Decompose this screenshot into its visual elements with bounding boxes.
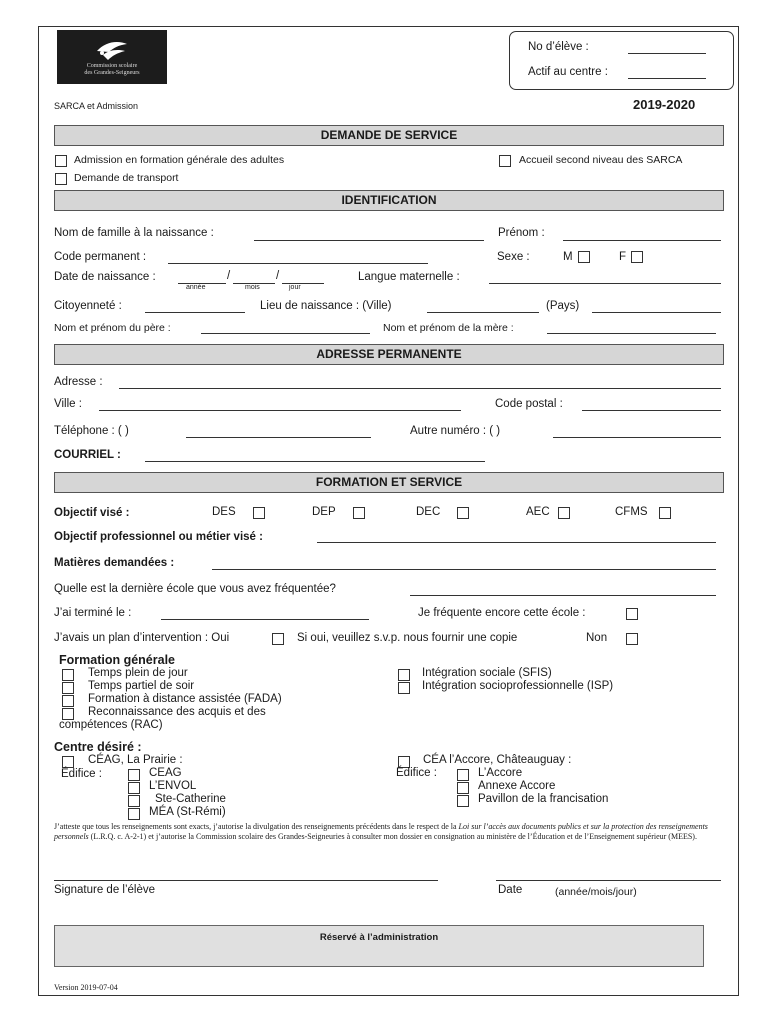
dec-checkbox[interactable] xyxy=(457,507,469,519)
langue-label: Langue maternelle : xyxy=(358,271,460,283)
dec-label: DEC xyxy=(416,506,441,518)
accore-checkbox[interactable] xyxy=(457,769,469,781)
pays-label: (Pays) xyxy=(546,300,580,312)
fg3-checkbox[interactable] xyxy=(62,695,74,707)
mere-field[interactable] xyxy=(547,333,716,334)
centre-title: Centre désiré : xyxy=(54,740,142,754)
sexe-f-label: F xyxy=(619,251,627,263)
citoyennete-label: Citoyenneté : xyxy=(54,300,122,312)
envol-label: L’ENVOL xyxy=(149,780,197,792)
mois-hint: mois xyxy=(245,284,260,291)
ceag-label: CÉAG, La Prairie : xyxy=(88,754,183,766)
ste-catherine-label: Ste-Catherine xyxy=(155,793,226,805)
plan-label: J’avais un plan d’intervention : Oui xyxy=(54,632,230,644)
ste-catherine-checkbox[interactable] xyxy=(128,795,140,807)
nom-famille-field[interactable] xyxy=(254,240,484,241)
edifice2-label: Édifice : xyxy=(396,767,437,779)
section-adresse: ADRESSE PERMANENTE xyxy=(54,344,724,365)
student-id-box xyxy=(509,31,734,90)
aec-checkbox[interactable] xyxy=(558,507,570,519)
legal-attestation xyxy=(54,822,726,842)
cea-accore-label: CÉA l’Accore, Châteauguay : xyxy=(423,754,572,766)
termine-label: J’ai terminé le : xyxy=(54,607,132,619)
plan-non-checkbox[interactable] xyxy=(626,633,638,645)
section-identification: IDENTIFICATION xyxy=(54,190,724,211)
date-signature-label: Date xyxy=(498,884,523,896)
plan-si-oui-label: Si oui, veuillez s.v.p. nous fournir une copie xyxy=(297,632,518,644)
edifice-label: Édifice : xyxy=(61,768,102,780)
admission-fga-checkbox[interactable] xyxy=(55,155,67,167)
date-format-hint: (année/mois/jour) xyxy=(555,886,637,898)
ceag-edifice-label: CEAG xyxy=(149,767,182,779)
ceag-edifice-checkbox[interactable] xyxy=(128,769,140,781)
logo-line-2: des Grandes-Seigneurs xyxy=(84,70,140,76)
section-formation: FORMATION ET SERVICE xyxy=(54,472,724,493)
francisation-label: Pavillon de la francisation xyxy=(478,793,609,805)
code-postal-field[interactable] xyxy=(582,410,721,411)
prenom-label: Prénom : xyxy=(498,227,545,239)
no-eleve-field[interactable] xyxy=(628,53,706,54)
dep-label: DEP xyxy=(312,506,336,518)
sexe-m-label: M xyxy=(563,251,573,263)
fg2-checkbox[interactable] xyxy=(62,682,74,694)
section-demande-service: DEMANDE DE SERVICE xyxy=(54,125,724,146)
autre-numero-label: Autre numéro : ( ) xyxy=(410,425,501,437)
code-permanent-field[interactable] xyxy=(168,263,428,264)
admin-label: Réservé à l’administration xyxy=(319,932,439,943)
fg2-label: Temps partiel de soir xyxy=(88,680,195,692)
telephone-label: Téléphone : ( ) xyxy=(54,425,129,437)
code-permanent-label: Code permanent : xyxy=(54,251,147,263)
actif-centre-field[interactable] xyxy=(628,78,706,79)
is1-checkbox[interactable] xyxy=(398,669,410,681)
annexe-accore-label: Annexe Accore xyxy=(478,780,556,792)
mea-checkbox[interactable] xyxy=(128,808,140,820)
courriel-label: COURRIEL : xyxy=(54,449,121,461)
citoyennete-field[interactable] xyxy=(145,312,245,313)
legal-part-1: J’atteste que tous les renseignements sont exacts, j’autorise la divulgation des renseignements précédents dans le respect de la xyxy=(54,822,457,831)
jour-hint: jour xyxy=(289,284,301,291)
bird-logo-icon xyxy=(93,40,131,62)
school-board-logo xyxy=(57,30,167,84)
francisation-checkbox[interactable] xyxy=(457,795,469,807)
objectif-pro-field[interactable] xyxy=(317,542,716,543)
termine-field[interactable] xyxy=(161,619,369,620)
objectif-label: Objectif visé : xyxy=(54,507,130,519)
is2-checkbox[interactable] xyxy=(398,682,410,694)
pere-field[interactable] xyxy=(201,333,370,334)
date-naissance-label: Date de naissance : xyxy=(54,271,156,283)
sexe-f-checkbox[interactable] xyxy=(631,251,643,263)
fg3-label: Formation à distance assistée (FADA) xyxy=(88,693,282,705)
nom-famille-label: Nom de famille à la naissance : xyxy=(54,227,214,239)
frequente-checkbox[interactable] xyxy=(626,608,638,620)
lieu-ville-field[interactable] xyxy=(427,312,539,313)
logo-line-1: Commission scolaire xyxy=(86,63,138,69)
fg4-label-b: compétences (RAC) xyxy=(59,719,163,731)
courriel-field[interactable] xyxy=(145,461,485,462)
plan-oui-checkbox[interactable] xyxy=(272,633,284,645)
header-left: SARCA et Admission xyxy=(54,101,139,111)
fg4-label-a: Reconnaissance des acquis et des xyxy=(88,706,266,718)
derniere-ecole-field[interactable] xyxy=(410,595,716,596)
ville-label: Ville : xyxy=(54,398,82,410)
accueil-sarca-checkbox[interactable] xyxy=(499,155,511,167)
matieres-field[interactable] xyxy=(212,569,716,570)
annee-hint: année xyxy=(186,284,206,291)
legal-law-name: Loi sur l’accès aux documents publics et sur la protection des renseignements personnels xyxy=(54,822,708,841)
lieu-naissance-label: Lieu de naissance : (Ville) xyxy=(260,300,392,312)
cfms-checkbox[interactable] xyxy=(659,507,671,519)
is1-label: Intégration sociale (SFIS) xyxy=(422,667,552,679)
aec-label: AEC xyxy=(526,506,550,518)
date-slash-2: / xyxy=(276,270,280,282)
adresse-label: Adresse : xyxy=(54,376,103,388)
cfms-label: CFMS xyxy=(615,506,648,518)
version-label: Version 2019-07-04 xyxy=(54,983,118,992)
derniere-ecole-label: Quelle est la dernière école que vous avez fréquentée? xyxy=(54,583,336,595)
autre-numero-field[interactable] xyxy=(553,437,721,438)
adresse-field[interactable] xyxy=(119,388,721,389)
is2-label: Intégration socioprofessionnelle (ISP) xyxy=(422,680,614,692)
code-postal-label: Code postal : xyxy=(495,398,563,410)
date-signature-field[interactable] xyxy=(496,880,721,881)
accueil-sarca-label: Accueil second niveau des SARCA xyxy=(519,154,683,166)
admission-fga-label: Admission en formation générale des adultes xyxy=(74,154,285,166)
annexe-accore-checkbox[interactable] xyxy=(457,782,469,794)
plan-non-label: Non xyxy=(586,632,608,644)
des-checkbox[interactable] xyxy=(253,507,265,519)
pays-field[interactable] xyxy=(592,312,721,313)
sexe-label: Sexe : xyxy=(497,251,530,263)
frequente-label: Je fréquente encore cette école : xyxy=(418,607,586,619)
admin-reserved-box xyxy=(54,925,704,967)
date-slash-1: / xyxy=(227,270,231,282)
fg1-checkbox[interactable] xyxy=(62,669,74,681)
signature-label: Signature de l’élève xyxy=(54,884,156,896)
langue-field[interactable] xyxy=(489,283,721,284)
fg-title: Formation générale xyxy=(59,653,175,667)
accore-label: L’Accore xyxy=(478,767,523,779)
ceag-checkbox[interactable] xyxy=(62,756,74,768)
envol-checkbox[interactable] xyxy=(128,782,140,794)
transport-checkbox[interactable] xyxy=(55,173,67,185)
dep-checkbox[interactable] xyxy=(353,507,365,519)
sexe-m-checkbox[interactable] xyxy=(578,251,590,263)
mea-label: MÉA (St-Rémi) xyxy=(149,806,226,818)
no-eleve-label: No d’élève : xyxy=(528,41,589,53)
mere-label: Nom et prénom de la mère : xyxy=(383,322,514,334)
school-year: 2019-2020 xyxy=(633,97,696,112)
actif-centre-label: Actif au centre : xyxy=(528,66,608,78)
matieres-label: Matières demandées : xyxy=(54,557,175,569)
legal-part-3: (L.R.Q. c. A-2-1) et j’autorise la Commission scolaire des Grandes-Seigneuries à consulter mon dossier en consignation au ministère de l’Éducation et de l’Enseignement supérieur (MEES). xyxy=(90,832,697,841)
des-label: DES xyxy=(212,506,236,518)
signature-field[interactable] xyxy=(54,880,438,881)
ville-field[interactable] xyxy=(99,410,461,411)
fg1-label: Temps plein de jour xyxy=(88,667,188,679)
prenom-field[interactable] xyxy=(563,240,721,241)
transport-label: Demande de transport xyxy=(74,172,179,184)
telephone-field[interactable] xyxy=(186,437,371,438)
pere-label: Nom et prénom du père : xyxy=(54,322,171,334)
objectif-pro-label: Objectif professionnel ou métier visé : xyxy=(54,531,263,543)
